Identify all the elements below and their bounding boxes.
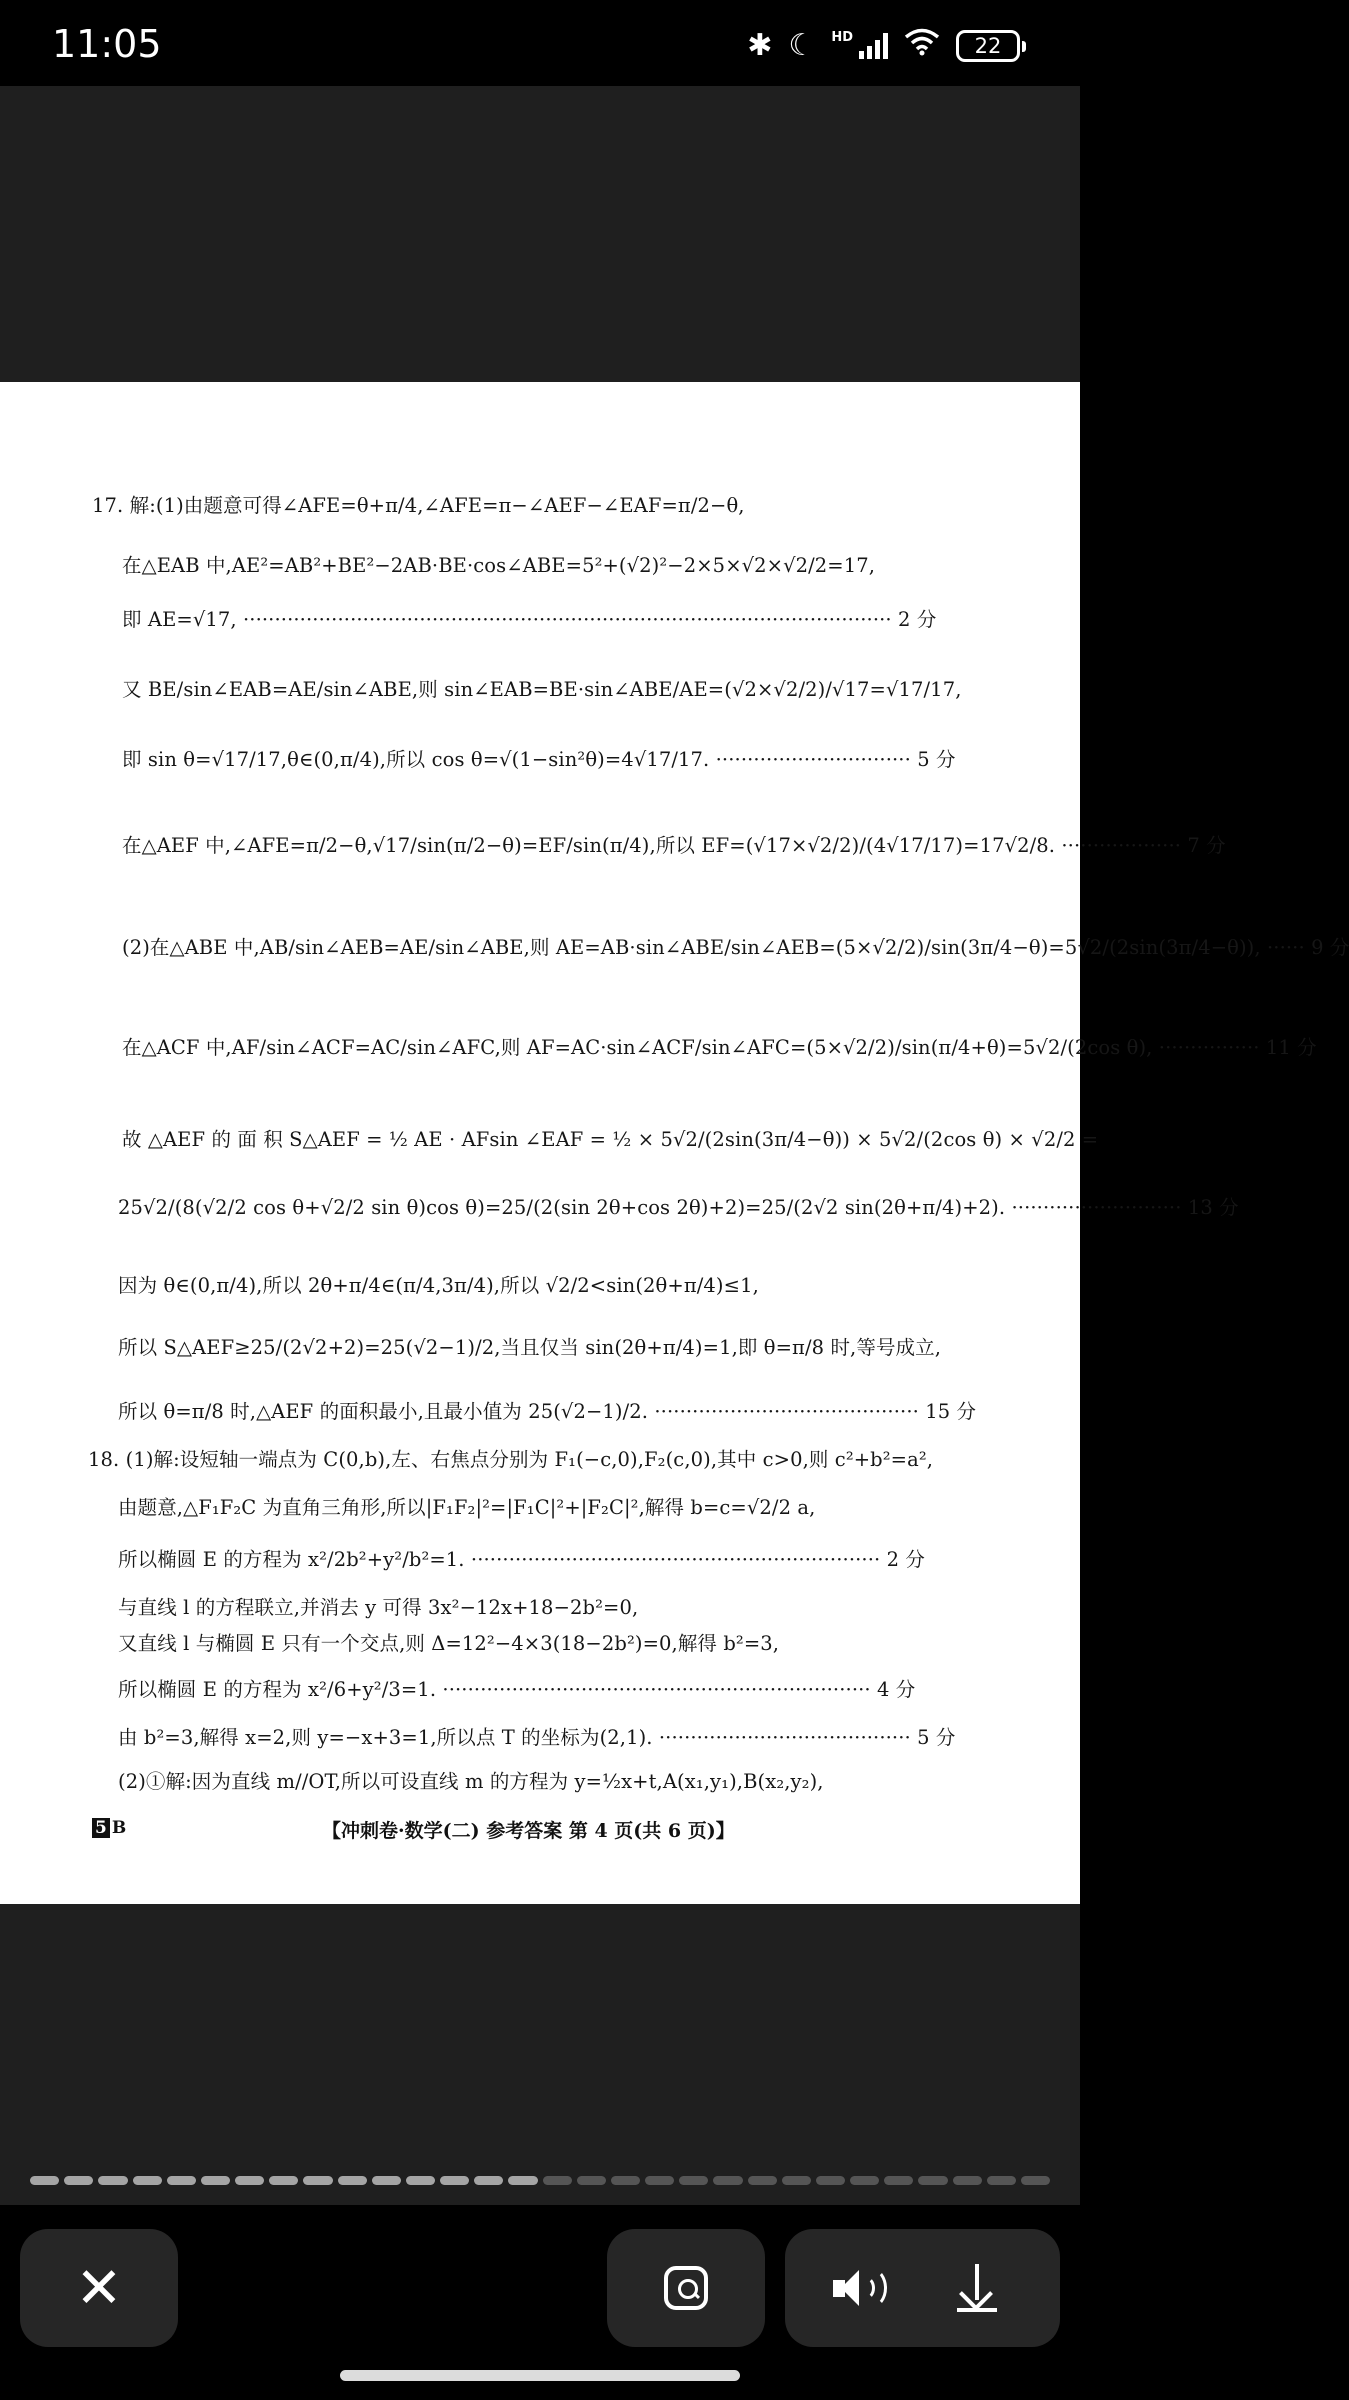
- gesture-bar[interactable]: [340, 2370, 740, 2381]
- page-dot[interactable]: [372, 2176, 401, 2185]
- page-dot[interactable]: [64, 2176, 93, 2185]
- doc-line: 17. 解:(1)由题意可得∠AFE=θ+π/4,∠AFE=π−∠AEF−∠EAF=π/2−θ,: [92, 494, 745, 517]
- doc-line: 与直线 l 的方程联立,并消去 y 可得 3x²−12x+18−2b²=0,: [118, 1596, 639, 1619]
- download-icon: [957, 2264, 997, 2312]
- status-time: 11:05: [52, 22, 162, 66]
- doc-line: (2)①解:因为直线 m//OT,所以可设直线 m 的方程为 y=½x+t,A(x₁,y₁),B(x₂,y₂),: [118, 1770, 824, 1793]
- page-dot[interactable]: [98, 2176, 127, 2185]
- doc-line: 因为 θ∈(0,π/4),所以 2θ+π/4∈(π/4,3π/4),所以 √2/2<sin(2θ+π/4)≤1,: [118, 1274, 759, 1297]
- page-dot[interactable]: [338, 2176, 367, 2185]
- visual-search-button[interactable]: [607, 2229, 765, 2347]
- page-dot[interactable]: [30, 2176, 59, 2185]
- volume-button[interactable]: [833, 2229, 885, 2347]
- doc-line: 在△AEF 中,∠AFE=π/2−θ,√17/sin(π/2−θ)=EF/sin(π/4),所以 EF=(√17×√2/2)/(4√17/17)=17√2/8. ··················· 7 分: [122, 834, 1226, 857]
- page-dot[interactable]: [816, 2176, 845, 2185]
- page-dot[interactable]: [235, 2176, 264, 2185]
- page-mark-number: 5: [92, 1818, 110, 1838]
- page-mark: [92, 1818, 126, 1838]
- download-button[interactable]: [957, 2229, 997, 2347]
- status-bar: [0, 0, 1080, 86]
- page-dot[interactable]: [440, 2176, 469, 2185]
- page-dot[interactable]: [679, 2176, 708, 2185]
- page-dot[interactable]: [508, 2176, 537, 2185]
- page-dot[interactable]: [850, 2176, 879, 2185]
- page-dot[interactable]: [918, 2176, 947, 2185]
- page-mark-suffix: B: [111, 1818, 127, 1838]
- status-icons: [747, 26, 1020, 66]
- page-dot[interactable]: [782, 2176, 811, 2185]
- page-indicator[interactable]: [30, 2176, 1050, 2186]
- network-badge: HD: [831, 29, 853, 45]
- wifi-icon: [904, 28, 940, 64]
- doc-line: 由题意,△F₁F₂C 为直角三角形,所以|F₁F₂|²=|F₁C|²+|F₂C|²,解得 b=c=√2/2 a,: [118, 1496, 816, 1519]
- page-dot[interactable]: [987, 2176, 1016, 2185]
- doc-line: 在△EAB 中,AE²=AB²+BE²−2AB·BE·cos∠ABE=5²+(√2)²−2×5×√2×√2/2=17,: [122, 554, 876, 577]
- doc-line: 所以椭圆 E 的方程为 x²/6+y²/3=1. ···································································· 4 分: [118, 1678, 916, 1701]
- page-dot[interactable]: [201, 2176, 230, 2185]
- close-icon: ✕: [75, 2255, 123, 2321]
- signal-icon: [859, 33, 888, 59]
- page-dot[interactable]: [269, 2176, 298, 2185]
- page-dot[interactable]: [303, 2176, 332, 2185]
- doc-line: 25√2/(8(√2/2 cos θ+√2/2 sin θ)cos θ)=25/(2(sin 2θ+cos 2θ)+2)=25/(2√2 sin(2θ+π/4)+2). ··························· 13 分: [118, 1196, 1239, 1219]
- page-dot[interactable]: [713, 2176, 742, 2185]
- doc-line: 在△ACF 中,AF/sin∠ACF=AC/sin∠AFC,则 AF=AC·sin∠ACF/sin∠AFC=(5×√2/2)/sin(π/4+θ)=5√2/(2cos θ), ················ 11 分: [122, 1036, 1317, 1059]
- viewer-background-top: [0, 86, 1080, 382]
- volume-icon: [833, 2268, 885, 2308]
- doc-line: 又直线 l 与椭圆 E 只有一个交点,则 Δ=12²−4×3(18−2b²)=0,解得 b²=3,: [118, 1632, 780, 1655]
- page-dot[interactable]: [645, 2176, 674, 2185]
- doc-line: (2)在△ABE 中,AB/sin∠AEB=AE/sin∠ABE,则 AE=AB·sin∠ABE/sin∠AEB=(5×√2/2)/sin(3π/4−θ)=5√2/(2sin(3π/4−θ)), ······ 9 分: [122, 936, 1349, 959]
- page-dot[interactable]: [543, 2176, 572, 2185]
- page-dot[interactable]: [474, 2176, 503, 2185]
- document-page[interactable]: [0, 382, 1349, 1904]
- doc-line: 又 BE/sin∠EAB=AE/sin∠ABE,则 sin∠EAB=BE·sin∠ABE/AE=(√2×√2/2)/√17=√17/17,: [122, 678, 962, 701]
- lens-search-icon: [664, 2266, 708, 2310]
- media-actions: [785, 2229, 1060, 2347]
- page-dot[interactable]: [167, 2176, 196, 2185]
- page-dot[interactable]: [1021, 2176, 1050, 2185]
- page-dot[interactable]: [884, 2176, 913, 2185]
- doc-line: 所以椭圆 E 的方程为 x²/2b²+y²/b²=1. ································································· 2 分: [118, 1548, 926, 1571]
- page-dot[interactable]: [133, 2176, 162, 2185]
- doc-line: 所以 S△AEF≥25/(2√2+2)=25(√2−1)/2,当且仅当 sin(2θ+π/4)=1,即 θ=π/8 时,等号成立,: [118, 1336, 942, 1359]
- page-dot[interactable]: [748, 2176, 777, 2185]
- doc-line: 18. (1)解:设短轴一端点为 C(0,b),左、右焦点分别为 F₁(−c,0),F₂(c,0),其中 c>0,则 c²+b²=a²,: [88, 1448, 934, 1471]
- close-button[interactable]: [20, 2229, 178, 2347]
- page-dot[interactable]: [953, 2176, 982, 2185]
- doc-line: 由 b²=3,解得 x=2,则 y=−x+3=1,所以点 T 的坐标为(2,1). ········································ 5 分: [118, 1726, 956, 1749]
- battery-icon: 22: [956, 30, 1020, 62]
- doc-line: 故 △AEF 的 面 积 S△AEF = ½ AE · AFsin ∠EAF = ½ × 5√2/(2sin(3π/4−θ)) × 5√2/(2cos θ) × √2/2 =: [122, 1128, 1099, 1151]
- doc-line: 即 sin θ=√17/17,θ∈(0,π/4),所以 cos θ=√(1−sin²θ)=4√17/17. ······························· 5 分: [122, 748, 956, 771]
- page-dot[interactable]: [406, 2176, 435, 2185]
- doc-line: 即 AE=√17, ······································································································· 2 分: [122, 608, 937, 631]
- moon-icon: ☾: [788, 28, 816, 63]
- bluetooth-icon: ✱: [747, 28, 773, 63]
- page-dot[interactable]: [577, 2176, 606, 2185]
- page-dot[interactable]: [611, 2176, 640, 2185]
- doc-line: 所以 θ=π/8 时,△AEF 的面积最小,且最小值为 25(√2−1)/2. ·········································· 15 分: [118, 1400, 977, 1423]
- page-footer: 【冲刺卷·数学(二) 参考答案 第 4 页(共 6 页)】: [322, 1820, 735, 1842]
